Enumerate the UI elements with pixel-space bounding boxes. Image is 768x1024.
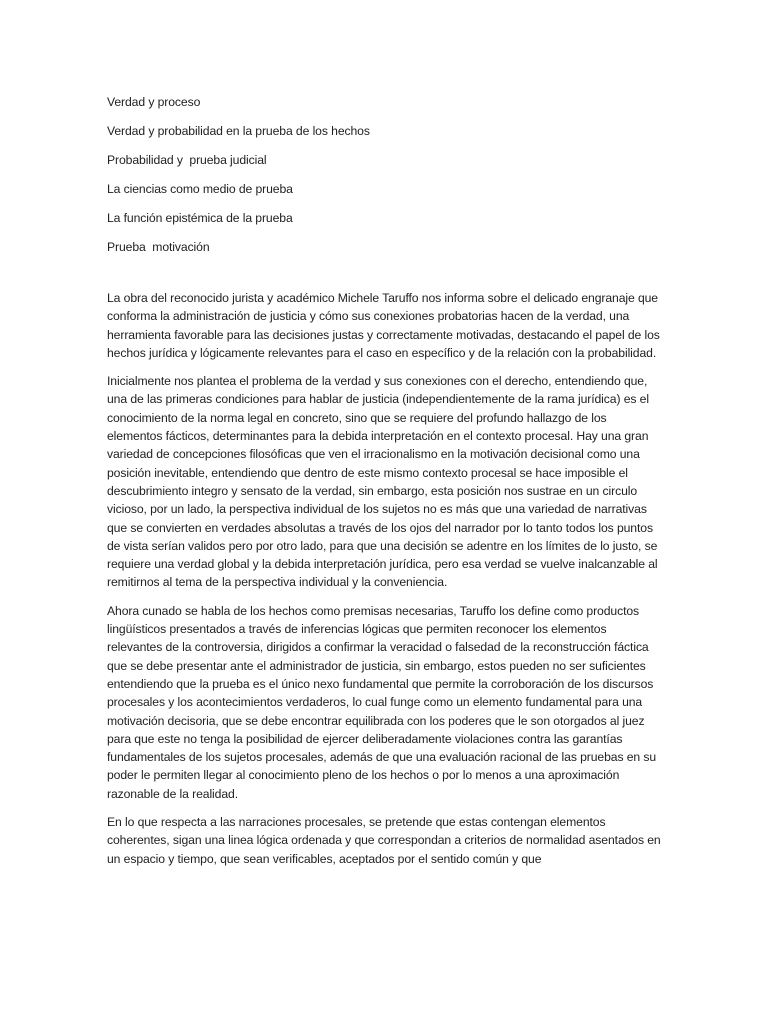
topic-heading: La ciencias como medio de prueba — [107, 182, 293, 196]
topic-heading: Verdad y probabilidad en la prueba de los hechos — [107, 124, 370, 138]
topic-list — [107, 94, 663, 255]
topic-heading: La función epistémica de la prueba — [107, 211, 293, 225]
topic-heading: Verdad y proceso — [107, 95, 201, 109]
body-paragraph: En lo que respecta a las narraciones procesales, se pretende que estas contengan elementos coherentes, sigan una linea lógica ordenada y que correspondan a criterios de normalidad asentados en un espacio y tiempo, que sean verificables, aceptados por el sentido común y que — [107, 815, 661, 866]
topic-heading: Prueba motivación — [107, 240, 210, 254]
document-page — [107, 94, 663, 878]
topic-heading: Probabilidad y prueba judicial — [107, 153, 267, 167]
body-paragraph: La obra del reconocido jurista y académico Michele Taruffo nos informa sobre el delicado engranaje que conforma la administración de justicia y cómo sus conexiones probatorias hacen de la verdad, una herramienta favorable para las decisiones justas y correctamente motivadas, destacando el papel de los hechos jurídica y lógicamente relevantes para el caso en específico y de la relación con la probabilidad. — [107, 291, 660, 360]
body-paragraph: Ahora cunado se habla de los hechos como premisas necesarias, Taruffo los define como productos lingüísticos presentados a través de inferencias lógicas que permiten reconocer los elementos relevantes de la controversia, dirigidos a confirmar la veracidad o falsedad de la reconstrucción fáctica que se debe presentar ante el administrador de justicia, sin embargo, estos pueden no ser suficientes entendiendo que la prueba es el único nexo fundamental que permite la corroboración de los discursos procesales y los acontecimientos verdaderos, lo cual funge como un elemento fundamental para una motivación decisoria, que se debe encontrar equilibrada con los poderes que le son otorgados al juez para que este no tenga la posibilidad de ejercer deliberadamente violaciones contra las garantías fundamentales de los sujetos procesales, además de que una evaluación racional de las pruebas en su poder le permiten llegar al conocimiento pleno de los hechos o por lo menos a una aproximación razonable de la realidad. — [107, 603, 657, 801]
body-paragraph: Inicialmente nos plantea el problema de la verdad y sus conexiones con el derecho, entendiendo que, una de las primeras condiciones para hablar de justicia (independientemente de la rama jurídica) es el conocimiento de la norma legal en concreto, sino que se requiere del profundo hallazgo de los elementos fácticos, determinantes para la debida interpretación en el contexto procesal. Hay una gran variedad de concepciones filosóficas que ven el irracionalismo en la motivación decisional como una posición inevitable, entendiendo que dentro de este mismo contexto procesal se hace imposible el descubrimiento integro y sensato de la verdad, sin embargo, esta posición nos sustrae en un circulo vicioso, por un lado, la perspectiva individual de los sujetos no es más que una variedad de narrativas que se convierten en verdades absolutas a través de los ojos del narrador por lo tanto todos los puntos de vista serían validos pero por otro lado, para que una decisión se adentre en los límites de lo justo, se requiere una verdad global y la debida interpretación jurídica, pero esa verdad se vuelve inalcanzable al remitirnos al tema de la perspectiva individual y la conveniencia. — [107, 374, 658, 590]
